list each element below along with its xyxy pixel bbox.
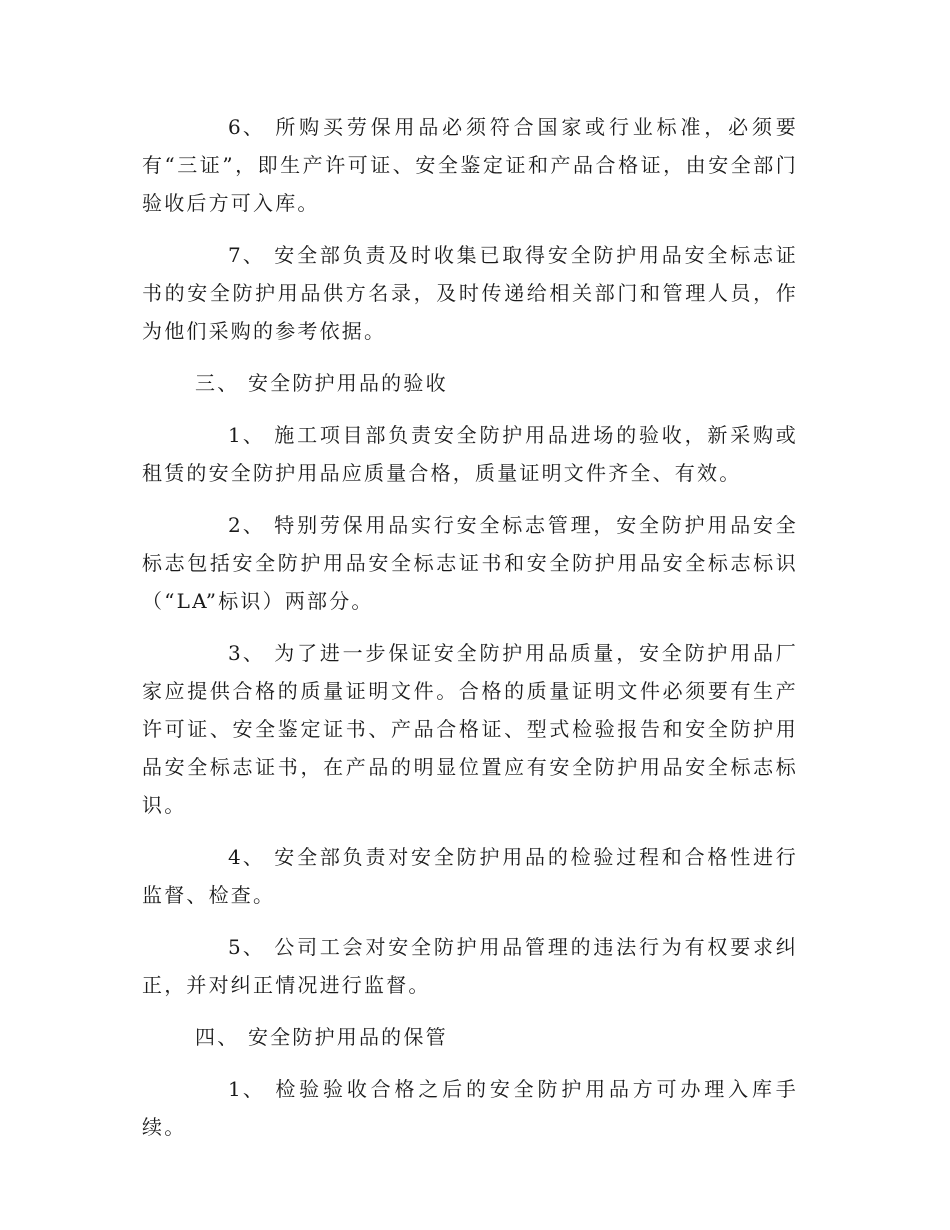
paragraph-item-4 <box>142 838 798 914</box>
paragraph-item-7 <box>142 236 798 350</box>
section-title: 安全防护用品的验收 <box>247 371 448 395</box>
item-number: 1、 <box>228 423 266 447</box>
item-number: 3、 <box>228 641 266 665</box>
paragraph-text: 安全部负责及时收集已取得安全防护用品安全标志证书的安全防护用品供方名录，及时传递给相关部门和管理人员，作为他们采购的参考依据。 <box>142 243 798 343</box>
section-heading-4 <box>142 1018 798 1056</box>
paragraph-item-5 <box>142 928 798 1004</box>
paragraph-text: 施工项目部负责安全防护用品进场的验收，新采购或租赁的安全防护用品应质量合格，质量证明文件齐全、有效。 <box>142 423 798 485</box>
item-number: 1、 <box>228 1077 266 1101</box>
item-number: 7、 <box>228 243 266 267</box>
section-heading-3 <box>142 364 798 402</box>
section-title: 安全防护用品的保管 <box>247 1025 448 1049</box>
paragraph-text: 为了进一步保证安全防护用品质量，安全防护用品厂家应提供合格的质量证明文件。合格的质量证明文件必须要有生产许可证、安全鉴定证书、产品合格证、型式检验报告和安全防护用品安全标志证书，在产品的明显位置应有安全防护用品安全标志标识。 <box>142 641 798 817</box>
paragraph-text: 所购买劳保用品必须符合国家或行业标准，必须要有“三证”，即生产许可证、安全鉴定证和产品合格证，由安全部门验收后方可入库。 <box>142 115 799 215</box>
item-number: 2、 <box>228 513 266 537</box>
section-number: 三、 <box>195 371 240 395</box>
paragraph-text: 公司工会对安全防护用品管理的违法行为有权要求纠正，并对纠正情况进行监督。 <box>142 935 798 997</box>
paragraph-item-3 <box>142 634 798 824</box>
paragraph-item-2 <box>142 506 798 620</box>
paragraph-text: 检验验收合格之后的安全防护用品方可办理入库手续。 <box>142 1077 799 1139</box>
item-number: 4、 <box>228 845 266 869</box>
document-body <box>142 108 798 1160</box>
section-number: 四、 <box>195 1025 240 1049</box>
paragraph-item-6 <box>142 108 798 222</box>
item-number: 5、 <box>228 935 266 959</box>
paragraph-item-1-storage <box>142 1070 798 1146</box>
paragraph-text: 特别劳保用品实行安全标志管理，安全防护用品安全标志包括安全防护用品安全标志证书和安全防护用品安全标志标识（“LA”标识）两部分。 <box>142 513 798 613</box>
paragraph-text: 安全部负责对安全防护用品的检验过程和合格性进行监督、检查。 <box>142 845 798 907</box>
paragraph-item-1 <box>142 416 798 492</box>
item-number: 6、 <box>228 115 266 139</box>
